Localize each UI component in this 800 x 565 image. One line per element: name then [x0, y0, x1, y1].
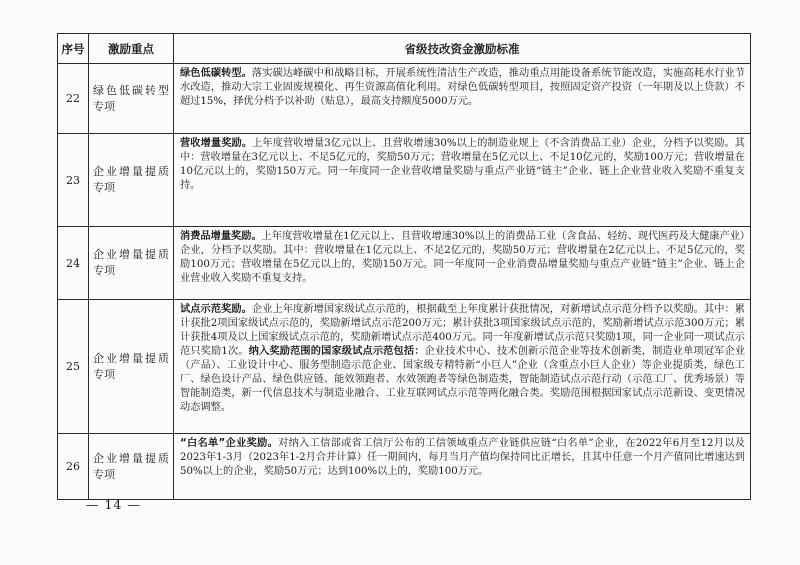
row-standard-text-2: 企业技术中心、技术创新示范企业等技术创新类，制造业单项冠军企业（产品）、工业设计中心、服务型制造示范企业、国家级专精特新“小巨人”企业（含重点小巨人企业）等企业提质类，绿色工厂、绿色设计产品、绿色供应链、能效领跑者、水效领跑者等绿色制造类，智能制造试点示范行动（示范工厂、优秀场景）等智能制造类，新一代信息技术与制造业融合、工业互联网试点示范等两化融合类。奖励范围根据国家试点示范新设、变更情况动态调整。 — [180, 346, 746, 413]
page-number: — 14 — — [86, 497, 141, 512]
row-standard-text: 企业上年度新增国家级试点示范的，根据截至上年度累计获批情况，对新增试点示范分档予以奖励。其中：累计获批2项国家级试点示范的，奖励新增试点示范200万元；累计获批3项国家级试点示范的，奖励新增试点示范300万元；累计获批4项及以上国家级试点示范的，奖励新增试点示范400万元。同一年度新增试点示范只奖励1项，同一企业同一项试点示范只奖励1次。 — [180, 304, 745, 357]
row-standard — [174, 134, 751, 227]
row-key: 企业增量提质专项 — [89, 134, 174, 227]
header-key: 激励重点 — [89, 34, 174, 64]
row-standard-title: 绿色低碳转型。 — [180, 68, 252, 79]
row-standard-title: 试点示范奖励。 — [180, 304, 252, 315]
row-key: 企业增量提质专项 — [89, 300, 174, 434]
table-header-row — [58, 34, 751, 64]
row-standard — [174, 300, 751, 434]
header-no: 序号 — [58, 34, 89, 64]
table-row — [58, 227, 751, 300]
row-standard — [174, 434, 751, 500]
row-key: 企业增量提质专项 — [89, 434, 174, 500]
row-standard-text: 上年度营收增量在1亿元以上、且营收增速30%以上的消费品工业（含食品、轻纺、现代医药及大健康产业）企业，分档予以奖励。其中：营收增量在1亿元以上、不足2亿元的，奖励50万元；营收增量在2亿元以上、不足5亿元的，奖励100万元；营收增量在5亿元以上的，奖励150万元。同一年度同一企业消费品增量奖励与重点产业链“链主”企业、链上企业营业收入奖励不重复支持。 — [180, 231, 745, 284]
row-standard-title: “白名单”企业奖励。 — [180, 438, 279, 449]
row-standard-text: 对纳入工信部或省工信厅公布的工信领域重点产业链供应链“白名单”企业，在2022年6月至12月以及2023年1-3月（2023年1-2月合并计算）任一期间内，每月当月产值均保持同比正增长，且其中任意一个月产值同比增速达到50%以上的企业，奖励50万元；达到100%以上的，奖励100万元。 — [180, 438, 745, 477]
table-row — [58, 300, 751, 434]
row-number: 24 — [58, 227, 89, 300]
row-key: 绿色低碳转型专项 — [89, 64, 174, 134]
row-number: 23 — [58, 134, 89, 227]
table-row — [58, 434, 751, 500]
row-standard-text: 上年度营收增量3亿元以上、且营收增速30%以上的制造业规上（不含消费品工业）企业，分档予以奖励。其中：营收增量在3亿元以上、不足5亿元的，奖励50万元；营收增量在5亿元以上、不足10亿元的，奖励100万元；营收增量在10亿元以上的，奖励150万元。同一年度同一企业营收增量奖励与重点产业链“链主”企业、链上企业营业收入奖励不重复支持。 — [180, 138, 745, 191]
row-standard-subtitle: 纳入奖励范围的国家级试点示范包括： — [248, 346, 425, 357]
row-standard — [174, 227, 751, 300]
table-row — [58, 134, 751, 227]
row-standard-title: 消费品增量奖励。 — [180, 231, 262, 242]
table-row — [58, 64, 751, 134]
header-standard: 省级技改资金激励标准 — [174, 34, 751, 64]
row-standard-text: 落实碳达峰碳中和战略目标，开展系统性清洁生产改造，推动重点用能设备系统节能改造，实施高耗水行业节水改造，推动大宗工业固废规模化、再生资源高值化利用。对绿色低碳转型项目，按照固定资产投资（一年期及以上贷款）不超过15%，择优分档予以补助（贴息），最高支持额度5000万元。 — [180, 68, 745, 107]
row-standard-title: 营收增量奖励。 — [180, 138, 253, 149]
row-key: 企业增量提质专项 — [89, 227, 174, 300]
policy-table — [57, 33, 751, 500]
row-standard — [174, 64, 751, 134]
row-number: 22 — [58, 64, 89, 134]
row-number: 25 — [58, 300, 89, 434]
row-number: 26 — [58, 434, 89, 500]
